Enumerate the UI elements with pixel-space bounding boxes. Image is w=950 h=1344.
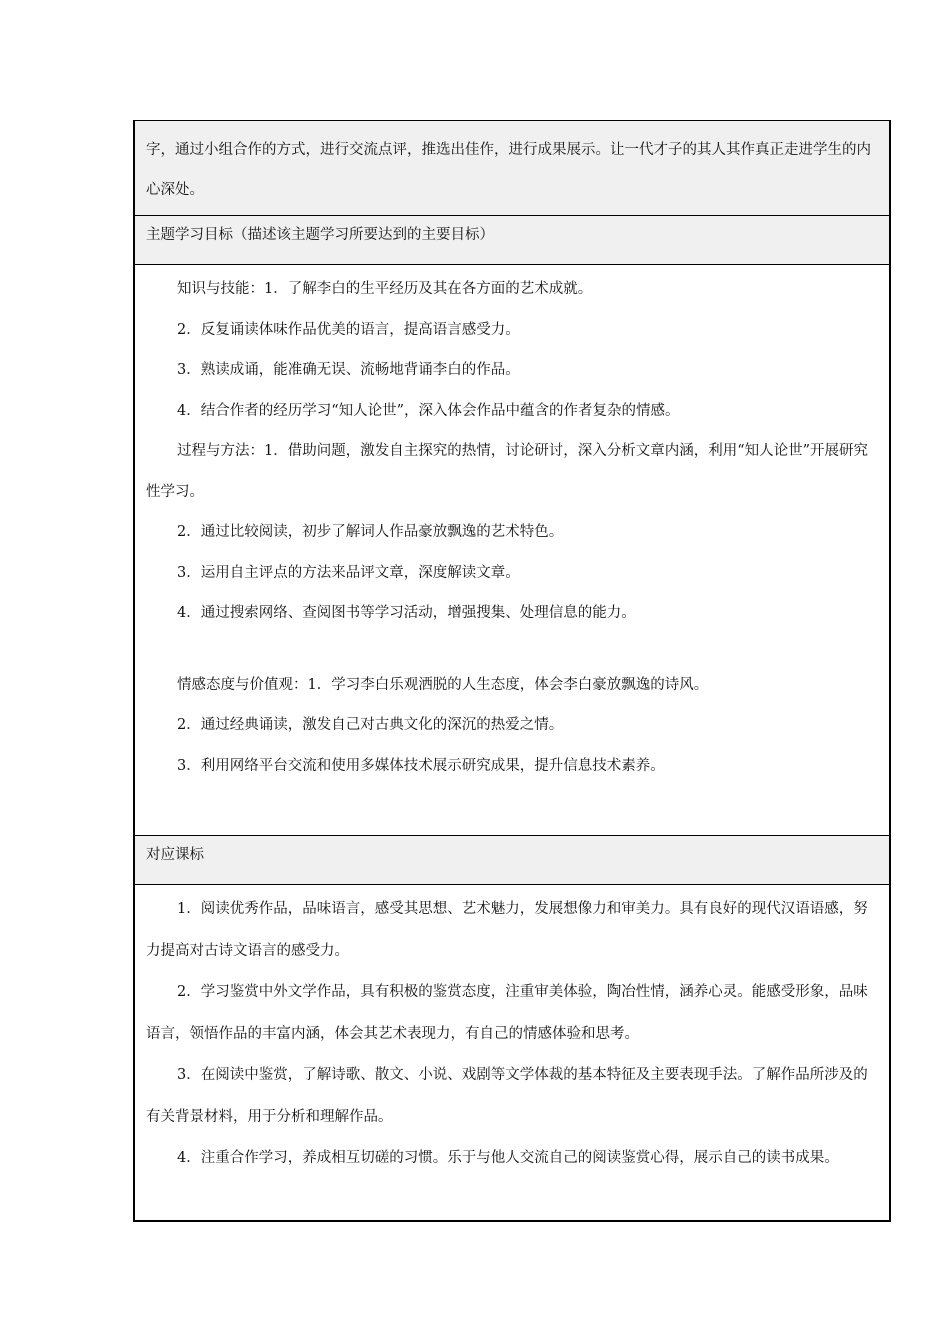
intro-text: 字，通过小组合作的方式，进行交流点评，推选出佳作，进行成果展示。让一代才子的其人其作真正走进学生的内心深处。 <box>146 142 871 198</box>
lesson-plan-table <box>133 120 891 1222</box>
goal-paragraph: 2．通过比较阅读，初步了解词人作品豪放飘逸的艺术特色。 <box>177 524 564 540</box>
goal-paragraph: 2．通过经典诵读，激发自己对古典文化的深沉的热爱之情。 <box>177 717 564 733</box>
standards-cell <box>135 884 889 1220</box>
standards-heading: 对应课标 <box>146 847 204 863</box>
goal-paragraph: 3．熟读成诵，能准确无误、流畅地背诵李白的作品。 <box>177 362 520 378</box>
standard-paragraph: 1．阅读优秀作品，品味语言，感受其思想、艺术魅力，发展想像力和审美力。具有良好的现代汉语语感，努力提高对古诗文语言的感受力。 <box>146 901 868 959</box>
standards-heading-cell <box>135 835 889 884</box>
goal-paragraph: 4．结合作者的经历学习“知人论世”，深入体会作品中蕴含的作者复杂的情感。 <box>177 402 680 419</box>
goal-paragraph: 3．运用自主评点的方法来品评文章，深度解读文章。 <box>177 564 520 581</box>
standard-paragraph: 2．学习鉴赏中外文学作品，具有积极的鉴赏态度，注重审美体验，陶冶性情，涵养心灵。能感受形象，品味语言，领悟作品的丰富内涵，体会其艺术表现力，有自己的情感体验和思考。 <box>146 984 868 1042</box>
goal-paragraph: 过程与方法：1．借助问题，激发自主探究的热情，讨论研讨，深入分析文章内涵，利用“知人论世”开展研究性学习。 <box>146 443 869 500</box>
goals-heading-cell <box>135 215 889 264</box>
goal-paragraph: 2．反复诵读体味作品优美的语言，提高语言感受力。 <box>177 321 520 338</box>
goal-paragraph: 知识与技能：1．了解李白的生平经历及其在各方面的艺术成就。 <box>177 281 593 297</box>
goals-cell <box>135 264 889 835</box>
goal-paragraph: 4．通过搜索网络、查阅图书等学习活动，增强搜集、处理信息的能力。 <box>177 605 636 621</box>
standard-paragraph: 4．注重合作学习，养成相互切磋的习惯。乐于与他人交流自己的阅读鉴赏心得，展示自己的读书成果。 <box>177 1150 839 1166</box>
intro-cell <box>135 121 889 215</box>
goal-paragraph: 3．利用网络平台交流和使用多媒体技术展示研究成果，提升信息技术素养。 <box>177 757 665 774</box>
standard-paragraph: 3．在阅读中鉴赏，了解诗歌、散文、小说、戏剧等文学体裁的基本特征及主要表现手法。了解作品所涉及的有关背景材料，用于分析和理解作品。 <box>146 1067 868 1125</box>
goals-heading: 主题学习目标（描述该主题学习所要达到的主要目标） <box>146 227 494 243</box>
goal-paragraph: 情感态度与价值观：1．学习李白乐观洒脱的人生态度，体会李白豪放飘逸的诗风。 <box>177 676 709 693</box>
